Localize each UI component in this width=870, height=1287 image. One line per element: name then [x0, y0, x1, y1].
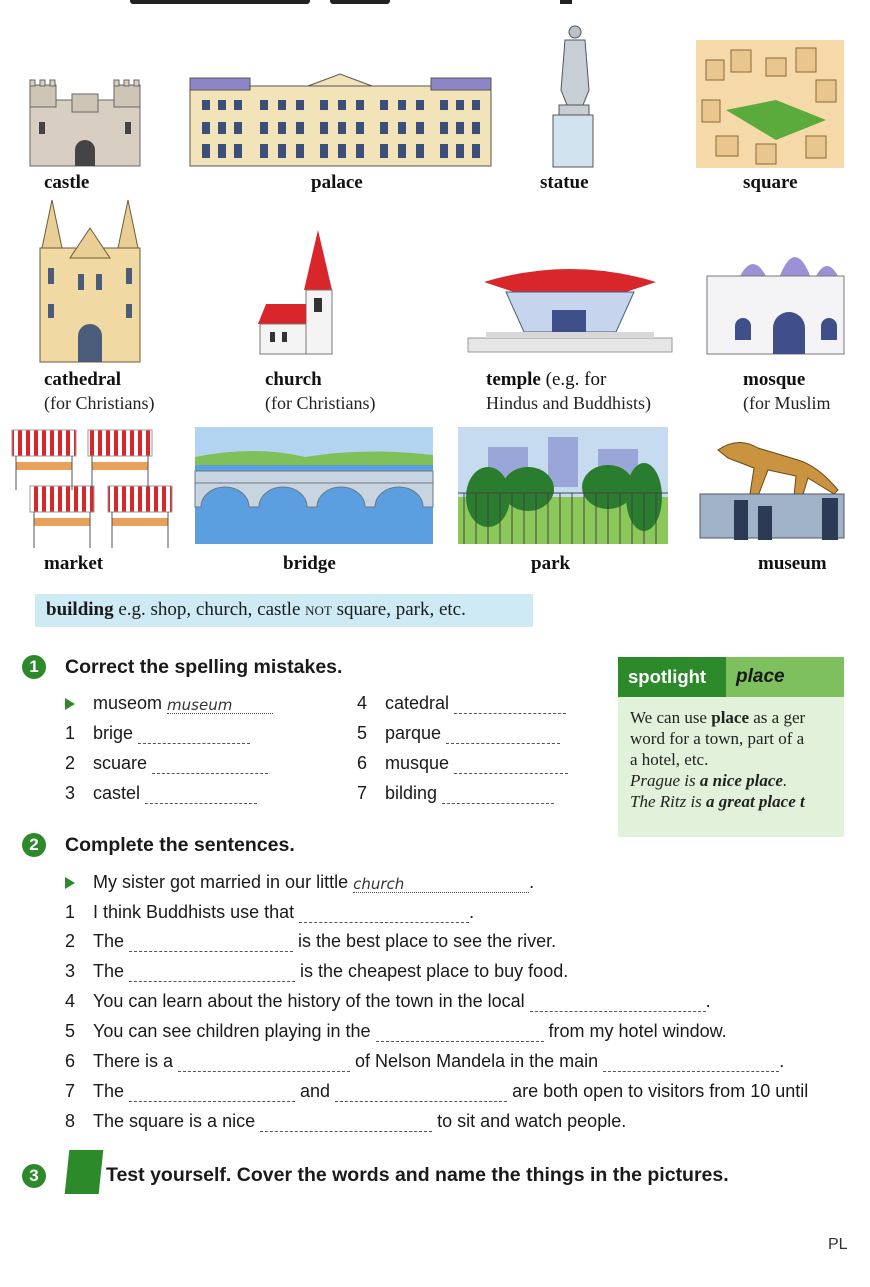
- not-label: NOT: [305, 603, 332, 618]
- caption-statue: statue: [540, 172, 589, 193]
- building-word: building: [46, 599, 114, 620]
- ex1-item-2: 2 scuare: [65, 753, 268, 774]
- spotlight-box: [618, 657, 844, 837]
- castle-picture: [25, 80, 145, 168]
- ex2-answer-7a[interactable]: [129, 1085, 295, 1102]
- palace-picture: [188, 72, 493, 168]
- caption-mosque: mosque: [743, 369, 806, 390]
- temple-picture: [466, 262, 674, 354]
- cathedral-picture: [38, 198, 142, 364]
- note-church: (for Christians): [265, 393, 376, 413]
- spotlight-word: place: [736, 666, 785, 687]
- ex2-example: My sister got married in our little church .: [65, 872, 534, 893]
- ex2-answer-6b[interactable]: [603, 1055, 779, 1072]
- market-picture: [10, 428, 175, 550]
- ex1-item-1: 1 brige: [65, 723, 250, 744]
- ex1-item-3: 3 castel: [65, 783, 257, 804]
- square-picture: [696, 40, 844, 168]
- exercise-2-number: 2: [22, 833, 46, 857]
- example-arrow-icon: [65, 698, 75, 710]
- ex2-item-6: 6 There is a of Nelson Mandela in the main .: [65, 1051, 785, 1071]
- ex2-answer-5[interactable]: [376, 1025, 544, 1042]
- ex2-answer-2[interactable]: [129, 935, 293, 952]
- caption-market: market: [44, 553, 104, 574]
- ex1-answer-1[interactable]: [138, 727, 250, 744]
- caption-castle: castle: [44, 172, 90, 193]
- note-temple: Hindus and Buddhists): [486, 393, 652, 413]
- exercise-3-text: Test yourself. Cover the words and name the things in the pictures.: [106, 1164, 729, 1186]
- spotlight-line-2: word for a town, part of a: [630, 729, 805, 748]
- building-examples: e.g. shop, church, castle: [113, 599, 306, 620]
- museum-picture: [698, 430, 844, 550]
- caption-temple: temple (e.g. for: [486, 369, 607, 390]
- exercise-1-title: Correct the spelling mistakes.: [65, 656, 343, 678]
- ex1-answer-4[interactable]: [454, 697, 566, 714]
- ex2-answer-8[interactable]: [260, 1115, 432, 1132]
- ex2-answer-3[interactable]: [129, 965, 295, 982]
- ex1-example: museom museum: [65, 693, 273, 714]
- spotlight-example-1: Prague is a nice place.: [630, 771, 788, 790]
- caption-museum: museum: [758, 553, 827, 574]
- caption-cathedral: cathedral: [44, 369, 122, 390]
- example-arrow-icon: [65, 877, 75, 889]
- ex2-item-4: 4 You can learn about the history of the town in the local .: [65, 991, 711, 1011]
- ex1-answer-2[interactable]: [152, 757, 268, 774]
- church-picture: [256, 228, 351, 356]
- statue-picture: [545, 20, 600, 170]
- page-corner-text: PL: [828, 1236, 848, 1253]
- caption-park: park: [531, 553, 571, 574]
- ex2-example-answer: church: [353, 876, 529, 893]
- ex2-answer-4[interactable]: [530, 995, 706, 1012]
- caption-church: church: [265, 369, 322, 390]
- ex1-answer-6[interactable]: [454, 757, 568, 774]
- ex1-answer-5[interactable]: [446, 727, 560, 744]
- spotlight-body: [630, 707, 870, 812]
- park-picture: [458, 427, 668, 544]
- ex1-answer-7[interactable]: [442, 787, 554, 804]
- ex2-answer-1[interactable]: [299, 906, 469, 923]
- caption-square: square: [743, 172, 798, 193]
- note-mosque: (for Muslim: [743, 393, 831, 413]
- ex1-item-4: 4 catedral: [357, 693, 566, 714]
- caption-bridge: bridge: [283, 553, 336, 574]
- exercise-1-number: 1: [22, 655, 46, 679]
- ex1-item-6: 6 musque: [357, 753, 568, 774]
- ex2-item-1: 1 I think Buddhists use that .: [65, 902, 475, 922]
- ex1-item-5: 5 parque: [357, 723, 560, 744]
- building-definition-box: [35, 594, 533, 627]
- note-cathedral: (for Christians): [44, 393, 155, 413]
- mosque-picture: [703, 236, 844, 356]
- ex2-item-2: 2 The is the best place to see the river.: [65, 931, 557, 951]
- spotlight-line-1: We can use place as a ger: [630, 708, 806, 727]
- ex2-item-7: 7 The and are both open to visitors from 10 until: [65, 1081, 809, 1101]
- ex2-answer-7b[interactable]: [335, 1085, 507, 1102]
- spotlight-tag: spotlight: [618, 657, 726, 697]
- exercise-3-number: 3: [22, 1164, 46, 1188]
- spotlight-example-2: The Ritz is a great place t: [630, 792, 805, 811]
- building-rest: square, park, etc.: [331, 599, 466, 620]
- caption-palace: palace: [311, 172, 363, 193]
- top-heading-fragment: [0, 0, 844, 10]
- spotlight-line-3: a hotel, etc.: [630, 750, 709, 769]
- ex2-answer-6a[interactable]: [178, 1055, 350, 1072]
- ex1-item-7: 7 bilding: [357, 783, 554, 804]
- ex2-item-8: 8 The square is a nice to sit and watch people.: [65, 1111, 627, 1131]
- bridge-picture: [195, 427, 433, 544]
- ex1-answer-3[interactable]: [145, 787, 257, 804]
- ex2-item-5: 5 You can see children playing in the from my hotel window.: [65, 1021, 727, 1041]
- ex1-example-answer: museum: [167, 697, 273, 714]
- exercise-2-title: Complete the sentences.: [65, 834, 295, 856]
- cover-card-icon: [65, 1150, 104, 1194]
- ex2-item-3: 3 The is the cheapest place to buy food.: [65, 961, 569, 981]
